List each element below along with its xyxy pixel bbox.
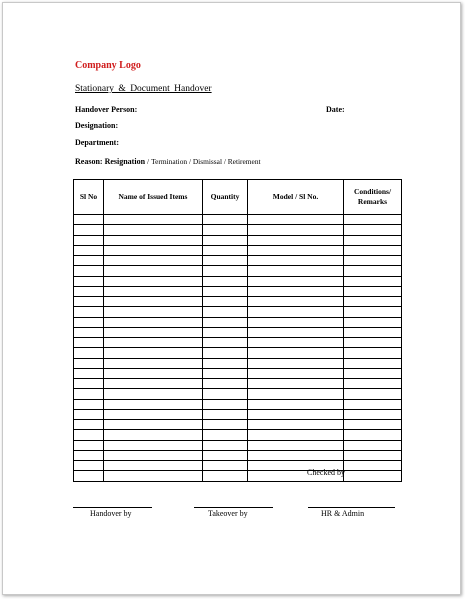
table-cell — [248, 358, 344, 368]
table-row — [74, 440, 402, 450]
table-cell — [74, 430, 104, 440]
table-row — [74, 461, 402, 471]
table-cell — [104, 430, 203, 440]
table-cell — [203, 286, 248, 296]
table-cell — [104, 276, 203, 286]
table-cell — [203, 379, 248, 389]
table-cell — [104, 471, 203, 481]
reason-selected-option: Resignation — [104, 157, 146, 166]
table-cell — [74, 338, 104, 348]
table-cell — [248, 256, 344, 266]
table-cell — [344, 215, 402, 225]
table-cell — [248, 430, 344, 440]
table-cell — [203, 266, 248, 276]
table-cell — [104, 327, 203, 337]
table-cell — [203, 225, 248, 235]
table-cell — [203, 317, 248, 327]
document-page — [2, 2, 461, 595]
table-cell — [248, 297, 344, 307]
table-cell — [203, 256, 248, 266]
table-cell — [344, 420, 402, 430]
table-cell — [104, 338, 203, 348]
table-row — [74, 225, 402, 235]
table-cell — [344, 430, 402, 440]
table-row — [74, 297, 402, 307]
table-cell — [344, 286, 402, 296]
table-cell — [248, 215, 344, 225]
reason-separator: / — [147, 157, 150, 166]
table-cell — [344, 327, 402, 337]
form-title: Stationary & Document Handover — [75, 84, 212, 94]
table-cell — [74, 440, 104, 450]
table-cell — [104, 368, 203, 378]
column-header-sl-no: Sl No — [74, 180, 104, 215]
handover-by-label: Handover by — [90, 509, 132, 518]
table-cell — [344, 245, 402, 255]
designation-label: Designation: — [75, 121, 119, 130]
table-cell — [248, 450, 344, 460]
column-header-conditions-remarks: Conditions/ Remarks — [344, 180, 402, 215]
table-cell — [104, 348, 203, 358]
table-cell — [104, 409, 203, 419]
table-cell — [344, 450, 402, 460]
table-cell — [344, 297, 402, 307]
table-cell — [344, 348, 402, 358]
table-cell — [248, 338, 344, 348]
table-cell — [248, 266, 344, 276]
table-cell — [104, 235, 203, 245]
table-cell — [74, 399, 104, 409]
table-cell — [248, 379, 344, 389]
table-cell — [344, 368, 402, 378]
table-row — [74, 409, 402, 419]
table-row — [74, 338, 402, 348]
reason-line — [75, 157, 261, 166]
reason-other-options: Termination / Dismissal / Retirement — [151, 157, 261, 166]
table-cell — [203, 307, 248, 317]
table-cell — [104, 256, 203, 266]
table-cell — [74, 225, 104, 235]
company-logo: Company Logo — [75, 60, 141, 71]
table-cell — [344, 399, 402, 409]
table-cell — [203, 276, 248, 286]
table-cell — [74, 307, 104, 317]
table-cell — [203, 399, 248, 409]
column-header-quantity: Quantity — [203, 180, 248, 215]
table-cell — [74, 358, 104, 368]
hr-admin-signature-line — [308, 507, 395, 508]
table-cell — [344, 235, 402, 245]
handover-person-label: Handover Person: — [75, 105, 138, 114]
table-row — [74, 368, 402, 378]
table-cell — [74, 389, 104, 399]
table-cell — [203, 430, 248, 440]
table-cell — [74, 471, 104, 481]
table-cell — [104, 461, 203, 471]
table-cell — [344, 440, 402, 450]
table-cell — [74, 286, 104, 296]
table-row — [74, 389, 402, 399]
table-cell — [203, 245, 248, 255]
table-row — [74, 256, 402, 266]
table-cell — [344, 461, 402, 471]
table-cell — [248, 327, 344, 337]
table-cell — [248, 409, 344, 419]
table-row — [74, 327, 402, 337]
table-cell — [203, 368, 248, 378]
table-cell — [74, 256, 104, 266]
table-cell — [203, 215, 248, 225]
table-cell — [344, 358, 402, 368]
table-cell — [203, 338, 248, 348]
hr-admin-label: HR & Admin — [321, 509, 365, 518]
checked-by-label: Checked by — [307, 468, 345, 477]
table-row — [74, 430, 402, 440]
table-cell — [248, 368, 344, 378]
table-cell — [203, 440, 248, 450]
table-cell — [344, 266, 402, 276]
table-cell — [104, 245, 203, 255]
table-cell — [344, 307, 402, 317]
date-label: Date: — [326, 105, 345, 114]
table-cell — [74, 450, 104, 460]
table-cell — [104, 358, 203, 368]
table-cell — [104, 215, 203, 225]
department-label: Department: — [75, 138, 119, 147]
table-cell — [344, 317, 402, 327]
table-cell — [203, 409, 248, 419]
table-cell — [74, 348, 104, 358]
column-header-model-sl-no: Model / Sl No. — [248, 180, 344, 215]
table-cell — [74, 317, 104, 327]
table-cell — [248, 420, 344, 430]
table-cell — [248, 225, 344, 235]
table-cell — [203, 327, 248, 337]
table-cell — [203, 461, 248, 471]
table-cell — [248, 440, 344, 450]
table-cell — [104, 389, 203, 399]
table-row — [74, 348, 402, 358]
table-cell — [74, 235, 104, 245]
table-cell — [344, 256, 402, 266]
table-cell — [74, 409, 104, 419]
table-cell — [203, 471, 248, 481]
table-row — [74, 379, 402, 389]
table-row — [74, 471, 402, 481]
table-row — [74, 450, 402, 460]
table-header-row — [74, 180, 402, 215]
handover-signature-line — [73, 507, 152, 508]
table-cell — [344, 409, 402, 419]
table-cell — [248, 317, 344, 327]
table-cell — [203, 450, 248, 460]
table-cell — [74, 420, 104, 430]
table-cell — [248, 307, 344, 317]
table-cell — [203, 358, 248, 368]
table-cell — [104, 399, 203, 409]
table-cell — [74, 461, 104, 471]
issued-items-table — [73, 179, 402, 482]
table-cell — [74, 297, 104, 307]
table-cell — [344, 471, 402, 481]
table-row — [74, 215, 402, 225]
table-cell — [203, 420, 248, 430]
table-cell — [104, 317, 203, 327]
table-row — [74, 235, 402, 245]
table-cell — [344, 276, 402, 286]
table-row — [74, 307, 402, 317]
table-cell — [104, 379, 203, 389]
table-cell — [248, 245, 344, 255]
table-row — [74, 317, 402, 327]
table-cell — [203, 389, 248, 399]
table-cell — [104, 297, 203, 307]
table-cell — [248, 276, 344, 286]
table-cell — [203, 297, 248, 307]
table-cell — [74, 379, 104, 389]
table-cell — [248, 348, 344, 358]
table-cell — [104, 450, 203, 460]
table-cell — [104, 440, 203, 450]
table-cell — [104, 286, 203, 296]
table-cell — [248, 286, 344, 296]
reason-label: Reason: — [75, 157, 103, 166]
column-header-item-name: Name of Issued Items — [104, 180, 203, 215]
table-cell — [74, 327, 104, 337]
table-cell — [344, 389, 402, 399]
table-body — [74, 215, 402, 482]
table-cell — [104, 225, 203, 235]
table-cell — [74, 245, 104, 255]
table-row — [74, 358, 402, 368]
table-cell — [104, 266, 203, 276]
table-row — [74, 276, 402, 286]
table-row — [74, 245, 402, 255]
table-cell — [248, 389, 344, 399]
table-cell — [203, 235, 248, 245]
table-cell — [344, 379, 402, 389]
table-cell — [248, 399, 344, 409]
takeover-by-label: Takeover by — [208, 509, 248, 518]
table-cell — [344, 338, 402, 348]
table-cell — [248, 235, 344, 245]
table-row — [74, 266, 402, 276]
table-cell — [104, 420, 203, 430]
table-cell — [74, 276, 104, 286]
table-cell — [344, 225, 402, 235]
table-row — [74, 399, 402, 409]
table-cell — [104, 307, 203, 317]
table-cell — [203, 348, 248, 358]
table-cell — [74, 368, 104, 378]
table-cell — [74, 215, 104, 225]
table-row — [74, 420, 402, 430]
takeover-signature-line — [194, 507, 273, 508]
table-row — [74, 286, 402, 296]
table-cell — [74, 266, 104, 276]
